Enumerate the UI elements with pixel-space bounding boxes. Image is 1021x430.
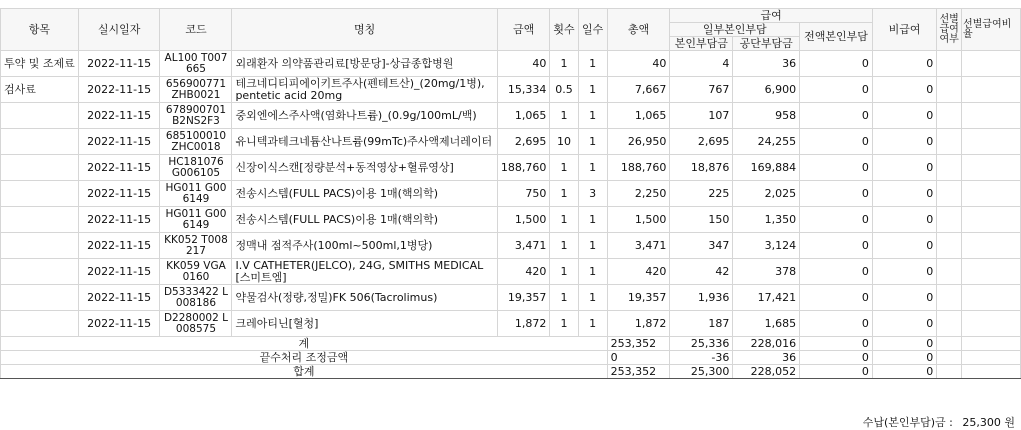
receipt-label: 수납(본인부담)금 : bbox=[862, 416, 953, 429]
cell-total: 26,950 bbox=[607, 129, 670, 155]
cell-public-pay: 17,421 bbox=[733, 285, 800, 311]
cell-days: 1 bbox=[578, 259, 607, 285]
header-benefit: 급여 bbox=[670, 9, 872, 23]
cell-public-pay: 2,025 bbox=[733, 181, 800, 207]
cell-category bbox=[1, 259, 79, 285]
cell-category bbox=[1, 103, 79, 129]
cell-date: 2022-11-15 bbox=[78, 103, 160, 129]
cell-date: 2022-11-15 bbox=[78, 311, 160, 337]
header-days: 일수 bbox=[578, 9, 607, 51]
cell-amount: 1,065 bbox=[497, 103, 550, 129]
header-name: 명칭 bbox=[232, 9, 497, 51]
cell-selective-benefit bbox=[937, 259, 962, 285]
cell-full-self: 0 bbox=[800, 311, 873, 337]
summary-total: 0 bbox=[607, 351, 670, 365]
table-row bbox=[1, 181, 1021, 207]
cell-category bbox=[1, 207, 79, 233]
cell-times: 1 bbox=[550, 311, 578, 337]
cell-category bbox=[1, 129, 79, 155]
summary-label: 끝수처리 조정금액 bbox=[1, 351, 608, 365]
summary-selective-benefit bbox=[937, 351, 962, 365]
cell-amount: 750 bbox=[497, 181, 550, 207]
cell-category bbox=[1, 285, 79, 311]
cell-amount: 188,760 bbox=[497, 155, 550, 181]
cell-selective-rate bbox=[961, 207, 1020, 233]
cell-selective-benefit bbox=[937, 103, 962, 129]
header-selective-benefit: 선별급여여부 bbox=[937, 9, 962, 51]
cell-full-self: 0 bbox=[800, 285, 873, 311]
cell-full-self: 0 bbox=[800, 233, 873, 259]
receipt-line bbox=[857, 414, 1015, 430]
summary-selective-benefit bbox=[937, 337, 962, 351]
cell-days: 1 bbox=[578, 77, 607, 103]
cell-public-pay: 169,884 bbox=[733, 155, 800, 181]
cell-name: I.V CATHETER(JELCO), 24G, SMITHS MEDICAL[스미트엠] bbox=[232, 259, 497, 285]
cell-date: 2022-11-15 bbox=[78, 51, 160, 77]
cell-selective-benefit bbox=[937, 233, 962, 259]
cell-amount: 1,872 bbox=[497, 311, 550, 337]
cell-times: 1 bbox=[550, 103, 578, 129]
cell-non-benefit: 0 bbox=[872, 77, 936, 103]
cell-days: 1 bbox=[578, 129, 607, 155]
table-row bbox=[1, 51, 1021, 77]
cell-category: 검사료 bbox=[1, 77, 79, 103]
header-code: 코드 bbox=[160, 9, 232, 51]
cell-total: 3,471 bbox=[607, 233, 670, 259]
table-row bbox=[1, 207, 1021, 233]
cell-full-self: 0 bbox=[800, 155, 873, 181]
cell-amount: 15,334 bbox=[497, 77, 550, 103]
table-row bbox=[1, 129, 1021, 155]
cell-amount: 19,357 bbox=[497, 285, 550, 311]
cell-public-pay: 958 bbox=[733, 103, 800, 129]
table-row bbox=[1, 285, 1021, 311]
cell-non-benefit: 0 bbox=[872, 155, 936, 181]
header-full-self: 전액본인부담 bbox=[800, 23, 873, 51]
cell-times: 1 bbox=[550, 233, 578, 259]
cell-code: D2280002 L008575 bbox=[160, 311, 232, 337]
cell-days: 1 bbox=[578, 207, 607, 233]
cell-full-self: 0 bbox=[800, 259, 873, 285]
summary-row bbox=[1, 365, 1021, 379]
header-total: 총액 bbox=[607, 9, 670, 51]
billing-table bbox=[0, 8, 1021, 379]
cell-full-self: 0 bbox=[800, 181, 873, 207]
cell-non-benefit: 0 bbox=[872, 103, 936, 129]
cell-selective-rate bbox=[961, 259, 1020, 285]
cell-name: 유니텍과테크네튬산나트륨(99mTc)주사액제너레이터 bbox=[232, 129, 497, 155]
cell-total: 1,065 bbox=[607, 103, 670, 129]
header-selective-rate: 선별급여비율 bbox=[961, 9, 1020, 51]
cell-selective-benefit bbox=[937, 207, 962, 233]
summary-self-pay: -36 bbox=[670, 351, 733, 365]
table-row bbox=[1, 155, 1021, 181]
cell-total: 2,250 bbox=[607, 181, 670, 207]
cell-days: 1 bbox=[578, 51, 607, 77]
cell-code: HG011 G006149 bbox=[160, 181, 232, 207]
cell-times: 1 bbox=[550, 207, 578, 233]
cell-date: 2022-11-15 bbox=[78, 285, 160, 311]
cell-amount: 3,471 bbox=[497, 233, 550, 259]
cell-self-pay: 1,936 bbox=[670, 285, 733, 311]
cell-public-pay: 24,255 bbox=[733, 129, 800, 155]
cell-selective-rate bbox=[961, 103, 1020, 129]
summary-selective-rate bbox=[961, 351, 1020, 365]
summary-total: 253,352 bbox=[607, 365, 670, 379]
summary-row bbox=[1, 351, 1021, 365]
cell-days: 1 bbox=[578, 285, 607, 311]
cell-public-pay: 1,350 bbox=[733, 207, 800, 233]
header-non-benefit: 비급여 bbox=[872, 9, 936, 51]
cell-selective-benefit bbox=[937, 129, 962, 155]
cell-name: 전송시스템(FULL PACS)이용 1매(핵의학) bbox=[232, 207, 497, 233]
cell-full-self: 0 bbox=[800, 129, 873, 155]
cell-selective-benefit bbox=[937, 285, 962, 311]
summary-public-pay: 36 bbox=[733, 351, 800, 365]
cell-full-self: 0 bbox=[800, 51, 873, 77]
summary-selective-rate bbox=[961, 365, 1020, 379]
cell-code: KK052 T008217 bbox=[160, 233, 232, 259]
cell-date: 2022-11-15 bbox=[78, 233, 160, 259]
cell-non-benefit: 0 bbox=[872, 129, 936, 155]
cell-self-pay: 42 bbox=[670, 259, 733, 285]
cell-code: 656900771 ZHB0021 bbox=[160, 77, 232, 103]
cell-selective-rate bbox=[961, 51, 1020, 77]
table-row bbox=[1, 233, 1021, 259]
cell-selective-benefit bbox=[937, 311, 962, 337]
cell-full-self: 0 bbox=[800, 77, 873, 103]
cell-name: 중외엔에스주사액(염화나트륨)_(0.9g/100mL/백) bbox=[232, 103, 497, 129]
cell-code: D5333422 L008186 bbox=[160, 285, 232, 311]
table-row bbox=[1, 77, 1021, 103]
cell-date: 2022-11-15 bbox=[78, 155, 160, 181]
cell-self-pay: 347 bbox=[670, 233, 733, 259]
cell-selective-rate bbox=[961, 233, 1020, 259]
header-category: 항목 bbox=[1, 9, 79, 51]
summary-full-self: 0 bbox=[800, 337, 873, 351]
summary-row bbox=[1, 337, 1021, 351]
cell-selective-rate bbox=[961, 285, 1020, 311]
cell-selective-rate bbox=[961, 181, 1020, 207]
cell-non-benefit: 0 bbox=[872, 233, 936, 259]
header-partial-self: 일부본인부담 bbox=[670, 23, 800, 37]
cell-name: 전송시스템(FULL PACS)이용 1매(핵의학) bbox=[232, 181, 497, 207]
cell-name: 약물검사(정량,정밀)FK 506(Tacrolimus) bbox=[232, 285, 497, 311]
cell-selective-rate bbox=[961, 129, 1020, 155]
table-row bbox=[1, 311, 1021, 337]
summary-full-self: 0 bbox=[800, 365, 873, 379]
cell-non-benefit: 0 bbox=[872, 259, 936, 285]
cell-date: 2022-11-15 bbox=[78, 181, 160, 207]
summary-self-pay: 25,300 bbox=[670, 365, 733, 379]
cell-selective-rate bbox=[961, 155, 1020, 181]
cell-selective-benefit bbox=[937, 77, 962, 103]
cell-self-pay: 150 bbox=[670, 207, 733, 233]
cell-category bbox=[1, 155, 79, 181]
header-self-pay: 본인부담금 bbox=[670, 37, 733, 51]
summary-selective-rate bbox=[961, 337, 1020, 351]
cell-times: 1 bbox=[550, 155, 578, 181]
cell-total: 1,872 bbox=[607, 311, 670, 337]
cell-date: 2022-11-15 bbox=[78, 207, 160, 233]
cell-days: 1 bbox=[578, 311, 607, 337]
cell-total: 188,760 bbox=[607, 155, 670, 181]
summary-full-self: 0 bbox=[800, 351, 873, 365]
cell-code: HG011 G006149 bbox=[160, 207, 232, 233]
cell-self-pay: 18,876 bbox=[670, 155, 733, 181]
cell-self-pay: 2,695 bbox=[670, 129, 733, 155]
cell-non-benefit: 0 bbox=[872, 285, 936, 311]
cell-selective-benefit bbox=[937, 51, 962, 77]
cell-public-pay: 3,124 bbox=[733, 233, 800, 259]
cell-times: 1 bbox=[550, 285, 578, 311]
cell-self-pay: 225 bbox=[670, 181, 733, 207]
cell-selective-benefit bbox=[937, 181, 962, 207]
cell-name: 신장이식스캔[정량분석+동적영상+혈류영상] bbox=[232, 155, 497, 181]
cell-times: 10 bbox=[550, 129, 578, 155]
cell-public-pay: 36 bbox=[733, 51, 800, 77]
cell-code: HC181076 G006105 bbox=[160, 155, 232, 181]
cell-non-benefit: 0 bbox=[872, 207, 936, 233]
cell-total: 40 bbox=[607, 51, 670, 77]
cell-amount: 1,500 bbox=[497, 207, 550, 233]
table-row bbox=[1, 259, 1021, 285]
cell-category bbox=[1, 233, 79, 259]
summary-label: 계 bbox=[1, 337, 608, 351]
cell-total: 7,667 bbox=[607, 77, 670, 103]
cell-times: 1 bbox=[550, 259, 578, 285]
cell-selective-rate bbox=[961, 311, 1020, 337]
cell-selective-benefit bbox=[937, 155, 962, 181]
cell-non-benefit: 0 bbox=[872, 51, 936, 77]
cell-self-pay: 187 bbox=[670, 311, 733, 337]
cell-days: 1 bbox=[578, 155, 607, 181]
cell-total: 420 bbox=[607, 259, 670, 285]
cell-selective-rate bbox=[961, 77, 1020, 103]
summary-non-benefit: 0 bbox=[872, 365, 936, 379]
cell-total: 1,500 bbox=[607, 207, 670, 233]
cell-amount: 40 bbox=[497, 51, 550, 77]
header-amount: 금액 bbox=[497, 9, 550, 51]
cell-amount: 420 bbox=[497, 259, 550, 285]
header-date: 실시일자 bbox=[78, 9, 160, 51]
cell-non-benefit: 0 bbox=[872, 311, 936, 337]
summary-selective-benefit bbox=[937, 365, 962, 379]
cell-self-pay: 107 bbox=[670, 103, 733, 129]
cell-times: 1 bbox=[550, 181, 578, 207]
cell-code: AL100 T007665 bbox=[160, 51, 232, 77]
cell-code: 685100010 ZHC0018 bbox=[160, 129, 232, 155]
summary-non-benefit: 0 bbox=[872, 337, 936, 351]
cell-code: KK059 VGA0160 bbox=[160, 259, 232, 285]
receipt-value: 25,300 원 bbox=[962, 416, 1015, 429]
cell-date: 2022-11-15 bbox=[78, 77, 160, 103]
cell-category bbox=[1, 311, 79, 337]
cell-self-pay: 4 bbox=[670, 51, 733, 77]
summary-self-pay: 25,336 bbox=[670, 337, 733, 351]
cell-name: 테크네디티피에이키트주사(펜테트산)_(20mg/1병), pentetic acid 20mg bbox=[232, 77, 497, 103]
cell-name: 크레아티닌[혈청] bbox=[232, 311, 497, 337]
summary-non-benefit: 0 bbox=[872, 351, 936, 365]
cell-days: 1 bbox=[578, 103, 607, 129]
cell-total: 19,357 bbox=[607, 285, 670, 311]
cell-date: 2022-11-15 bbox=[78, 129, 160, 155]
cell-days: 1 bbox=[578, 233, 607, 259]
cell-days: 3 bbox=[578, 181, 607, 207]
cell-public-pay: 1,685 bbox=[733, 311, 800, 337]
cell-name: 외래환자 의약품관리료[방문당]-상급종합병원 bbox=[232, 51, 497, 77]
cell-times: 1 bbox=[550, 51, 578, 77]
summary-public-pay: 228,052 bbox=[733, 365, 800, 379]
summary-public-pay: 228,016 bbox=[733, 337, 800, 351]
cell-public-pay: 378 bbox=[733, 259, 800, 285]
cell-times: 0.5 bbox=[550, 77, 578, 103]
cell-non-benefit: 0 bbox=[872, 181, 936, 207]
cell-amount: 2,695 bbox=[497, 129, 550, 155]
cell-category bbox=[1, 181, 79, 207]
cell-name: 정맥내 점적주사(100ml~500ml,1병당) bbox=[232, 233, 497, 259]
cell-public-pay: 6,900 bbox=[733, 77, 800, 103]
cell-category: 투약 및 조제료 bbox=[1, 51, 79, 77]
table-row bbox=[1, 103, 1021, 129]
header-times: 횟수 bbox=[550, 9, 578, 51]
header-public-pay: 공단부담금 bbox=[733, 37, 800, 51]
cell-full-self: 0 bbox=[800, 103, 873, 129]
summary-total: 253,352 bbox=[607, 337, 670, 351]
cell-full-self: 0 bbox=[800, 207, 873, 233]
cell-self-pay: 767 bbox=[670, 77, 733, 103]
cell-code: 678900701 B2NS2F3 bbox=[160, 103, 232, 129]
cell-date: 2022-11-15 bbox=[78, 259, 160, 285]
summary-label: 합계 bbox=[1, 365, 608, 379]
